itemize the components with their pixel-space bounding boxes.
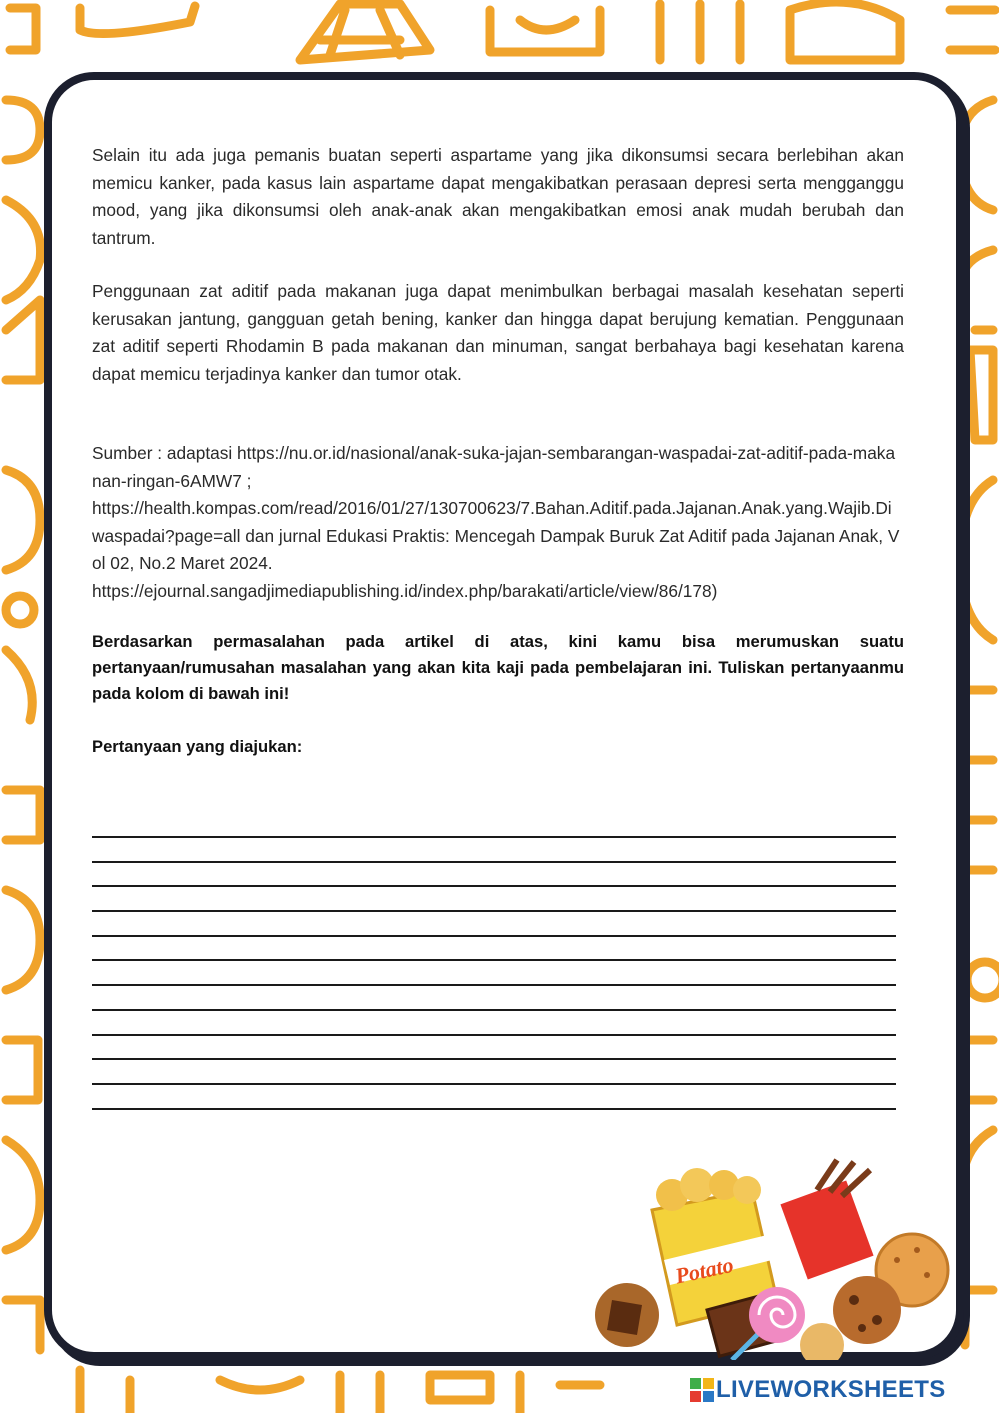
cracker-icon xyxy=(800,1323,844,1360)
box-icon xyxy=(950,10,995,50)
liveworksheets-logo-icon xyxy=(690,1378,714,1402)
answer-line-6[interactable] xyxy=(92,959,896,984)
source-line-3: https://ejournal.sangadjimediapublishing.id/index.php/barakati/article/view/86/178) xyxy=(92,580,718,601)
answer-line-1[interactable] xyxy=(92,836,896,861)
source-citation xyxy=(92,440,904,605)
cup-icon xyxy=(970,330,993,440)
cupcake-icon xyxy=(790,2,900,60)
liveworksheets-brand[interactable]: LIVEWORKSHEETS xyxy=(716,1376,946,1403)
snacks-illustration xyxy=(592,1150,952,1360)
pretzel-box-icon xyxy=(780,1160,873,1280)
cookie-icon xyxy=(833,1276,901,1344)
answer-lines xyxy=(92,836,896,1132)
answer-line-8[interactable] xyxy=(92,1009,896,1034)
source-line-2: https://health.kompas.com/read/2016/01/27/130700623/7.Bahan.Aditif.pada.Jajanan.Anak.yang.Wajib.Diwaspadai?page=all dan jurnal Edukasi Praktis: Mencegah Dampak Buruk Zat Aditif pada Jajanan Anak, Vol 02, No.2 Maret 2024. xyxy=(92,498,900,573)
answer-line-12[interactable] xyxy=(92,1108,896,1133)
worksheet-content xyxy=(92,142,904,761)
answer-line-9[interactable] xyxy=(92,1034,896,1059)
answer-line-5[interactable] xyxy=(92,935,896,960)
answer-line-4[interactable] xyxy=(92,910,896,935)
answer-line-7[interactable] xyxy=(92,984,896,1009)
question-prompt-label: Pertanyaan yang diajukan: xyxy=(92,737,303,756)
donut-icon xyxy=(967,962,999,998)
lunchbox-icon xyxy=(490,10,600,52)
pizza-slice-icon xyxy=(80,6,195,34)
instruction-text: Berdasarkan permasalahan pada artikel di atas, kini kamu bisa merumuskan suatu pertanyaan/rumusahan masalahan yang akan kita kaji pada pembelajaran ini. Tuliskan pertanyaanmu pada kolom di bawah ini! xyxy=(92,632,904,703)
burger-icon xyxy=(6,300,40,380)
answer-line-11[interactable] xyxy=(92,1083,896,1108)
answer-line-10[interactable] xyxy=(92,1058,896,1083)
answer-line-3[interactable] xyxy=(92,885,896,910)
waffle-cone-icon xyxy=(300,4,430,60)
paragraph-sweeteners: Selain itu ada juga pemanis buatan seperti aspartame yang jika dikonsumsi secara berlebihan akan memicu kanker, pada kasus lain aspartame dapat mengakibatkan perasaan depresi serta mengganggu mood, yang jika dikonsumsi oleh anak-anak akan mengakibatkan emosi anak mudah berubah dan tantrum. xyxy=(92,145,904,248)
answer-line-2[interactable] xyxy=(92,861,896,886)
paragraph-health-risks: Penggunaan zat aditif pada makanan juga dapat menimbulkan berbagai masalah kesehatan seperti kerusakan jantung, gangguan getah bening, kanker dan hingga dapat berujung kematian. Penggunaan zat aditif seperti Rhodamin B pada makanan dan minuman, sangat berbahaya bagi kesehatan karena dapat memicu terjadinya kanker dan tumor otak. xyxy=(92,281,904,384)
fries-icon xyxy=(660,4,740,60)
donut-icon xyxy=(6,596,34,624)
bag-label: Potato xyxy=(672,1251,736,1289)
source-line-1: Sumber : adaptasi https://nu.or.id/nasional/anak-suka-jajan-sembarangan-waspadai-zat-aditif-pada-makanan-ringan-6AMW7 ; xyxy=(92,443,896,491)
sandwich-icon xyxy=(430,1375,490,1400)
donut-icon xyxy=(6,100,40,160)
